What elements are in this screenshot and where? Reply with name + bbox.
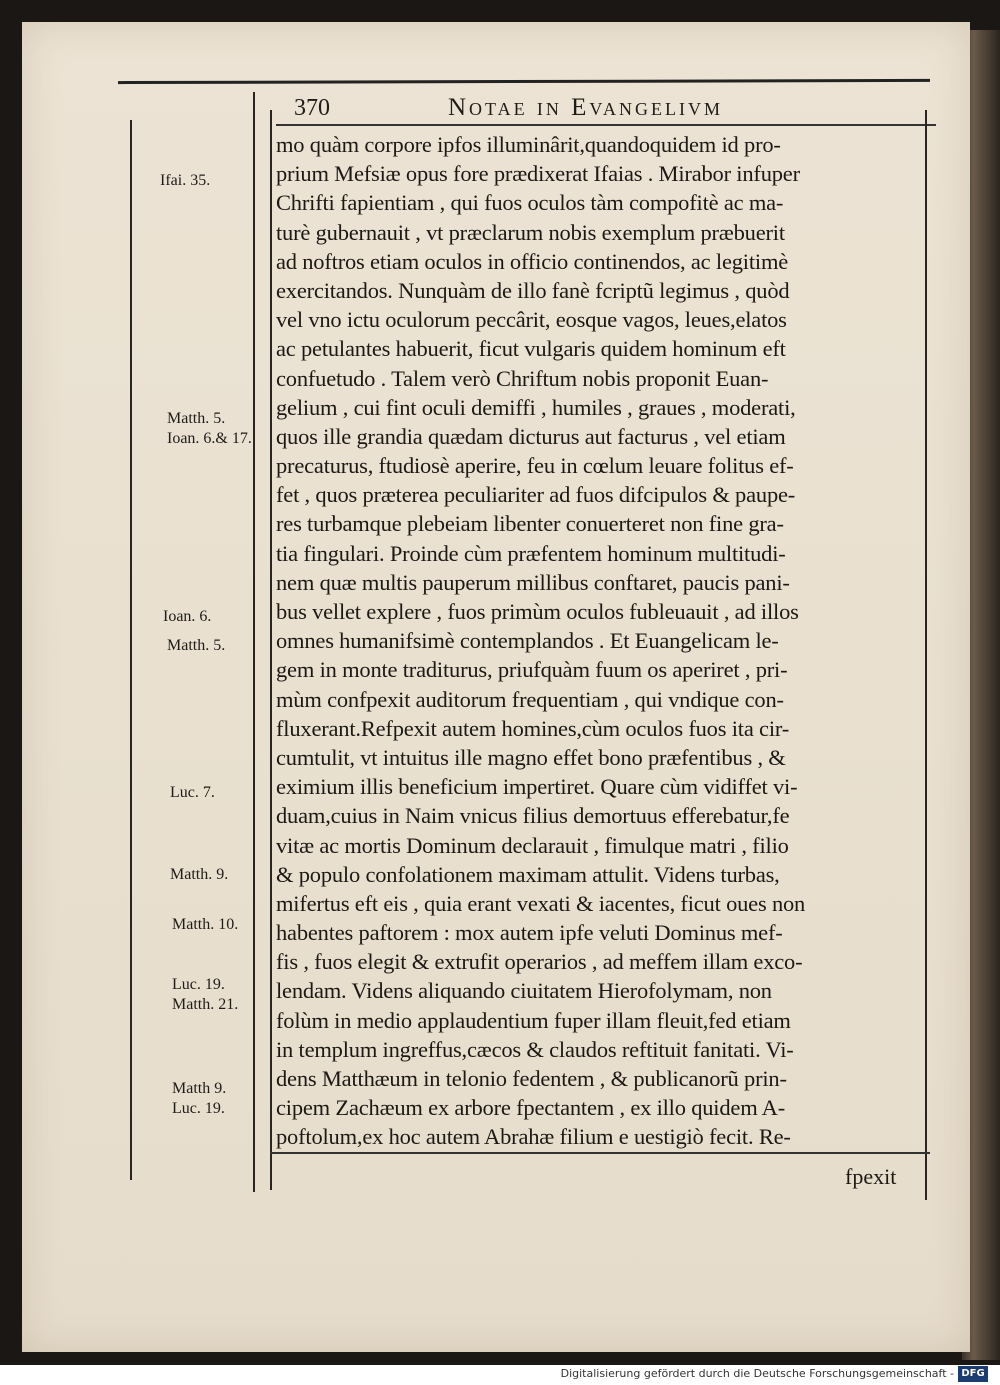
text-line: folùm in medio applaudentium fuper illam fleuit,fed etiam [276, 1007, 791, 1033]
marginal-note: Luc. 19. [172, 1100, 225, 1117]
text-line: fluxerant.Refpexit autem homines,cùm oculos fuos ita cir- [276, 715, 789, 741]
text-line: gem in monte traditurus, priufquàm fuum os aperiret , pri- [276, 657, 788, 683]
text-line: lendam. Videns aliquando ciuitatem Hierofolymam, non [276, 978, 772, 1004]
marginal-note: Matth 9. [172, 1080, 227, 1097]
margin-rule-inner [253, 92, 255, 1192]
marginal-note: Ioan. 6.& 17. [167, 430, 252, 447]
marginal-note: Luc. 7. [170, 784, 215, 801]
text-line: fis , fuos elegit & extrufit operarios , ad meffem illam exco- [276, 949, 803, 975]
marginal-note: Matth. 21. [172, 996, 239, 1013]
text-line: ad noftros etiam oculos in officio continendos, ac legitimè [276, 248, 789, 274]
text-line: mùm confpexit auditorum frequentiam , qui vndique con- [276, 686, 784, 712]
dfg-logo-icon: DFG [958, 1366, 988, 1382]
text-line: confuetudo . Talem verò Chriftum nobis proponit Euan- [276, 365, 769, 391]
text-line: prium Mefsiæ opus fore prædixerat Ifaias . Mirabor infuper [276, 161, 800, 187]
marginal-note: Ifai. 35. [160, 172, 211, 189]
text-line: mo quàm corpore ipfos illuminârit,quandoquidem id pro- [276, 132, 781, 157]
text-rule-left [270, 110, 272, 1190]
margin-rule-outer [130, 120, 132, 1180]
header-underline [276, 124, 936, 126]
text-line: eximium illis beneficium impertiret. Quare cùm vidiffet vi- [276, 774, 798, 800]
text-line: mifertus eft eis , quia erant vexati & iacentes, ficut oues non [276, 890, 806, 916]
text-line: res turbamque plebeiam libenter conuerteret non fine gra- [276, 511, 784, 537]
marginal-note: Matth. 9. [170, 866, 229, 883]
digitization-footer [0, 1365, 1000, 1385]
text-line: cipem Zachæum ex arbore fpectantem , ex illo quidem A- [276, 1095, 786, 1121]
page-number: 370 [294, 95, 330, 121]
text-line: tia fingulari. Proinde cùm præfentem hominum multitudi- [276, 540, 786, 566]
text-line: precaturus, ftudiosè aperire, feu in cœlum leuare folitus ef- [276, 453, 794, 479]
body-text [276, 130, 926, 1152]
text-line: in templum ingreffus,cæcos & claudos reftituit fanitati. Vi- [276, 1036, 794, 1062]
text-line: Chrifti fapientiam , qui fuos oculos tàm compofitè ac ma- [276, 190, 784, 216]
footer-credit: Digitalisierung gefördert durch die Deutsche Forschungsgemeinschaft - [560, 1367, 954, 1380]
running-head: Notae in Evangelivm [448, 94, 724, 121]
marginal-note: Matth. 10. [172, 916, 239, 933]
text-line: dens Matthæum in telonio fedentem , & publicanorũ prin- [276, 1066, 787, 1091]
text-line: ac petulantes habuerit, ficut vulgaris quidem hominum eft [276, 336, 786, 362]
text-line: duam,cuius in Naim vnicus filius demortuus efferebatur,fe [276, 803, 790, 829]
marginal-note: Matth. 5. [167, 637, 226, 654]
text-line: omnes humanifsimè contemplandos . Et Euangelicam le- [276, 628, 779, 654]
text-line: vitæ ac mortis Dominum declarauit , fimulque matri , filio [276, 832, 789, 858]
text-line: exercitandos. Nunquàm de illo fanè fcriptũ legimus , quòd [276, 277, 790, 303]
text-line: bus vellet explere , fuos primùm oculos fubleuauit , ad illos [276, 599, 799, 624]
text-line: poftolum,ex hoc autem Abrahæ filium e uestigiò fecit. Re- [276, 1124, 791, 1150]
footer-rule [270, 1152, 930, 1154]
text-line: quos ille grandia quædam dicturus aut facturus , vel etiam [276, 423, 786, 449]
marginal-note: Matth. 5. [167, 410, 226, 427]
text-line: gelium , cui fint oculi demiffi , humiles , graues , moderati, [276, 394, 796, 420]
catchword: fpexit [845, 1164, 897, 1189]
text-line: vel vno ictu oculorum peccârit, eosque vagos, leues,elatos [276, 307, 787, 333]
text-line: fet , quos præterea peculiariter ad fuos difcipulos & paupe- [276, 482, 796, 508]
text-line: habentes paftorem : mox autem ipfe veluti Dominus mef- [276, 920, 783, 946]
text-line: nem quæ multis pauperum millibus conftaret, paucis pani- [276, 569, 790, 595]
marginal-note: Ioan. 6. [163, 608, 212, 625]
text-line: cumtulit, vt intuitus ille magno effet bono præfentibus , & [276, 744, 786, 770]
marginal-note: Luc. 19. [172, 976, 225, 993]
text-line: turè gubernauit , vt præclarum nobis exemplum præbuerit [276, 219, 785, 245]
text-line: & populo confolationem maximam attulit. Videns turbas, [276, 861, 780, 887]
